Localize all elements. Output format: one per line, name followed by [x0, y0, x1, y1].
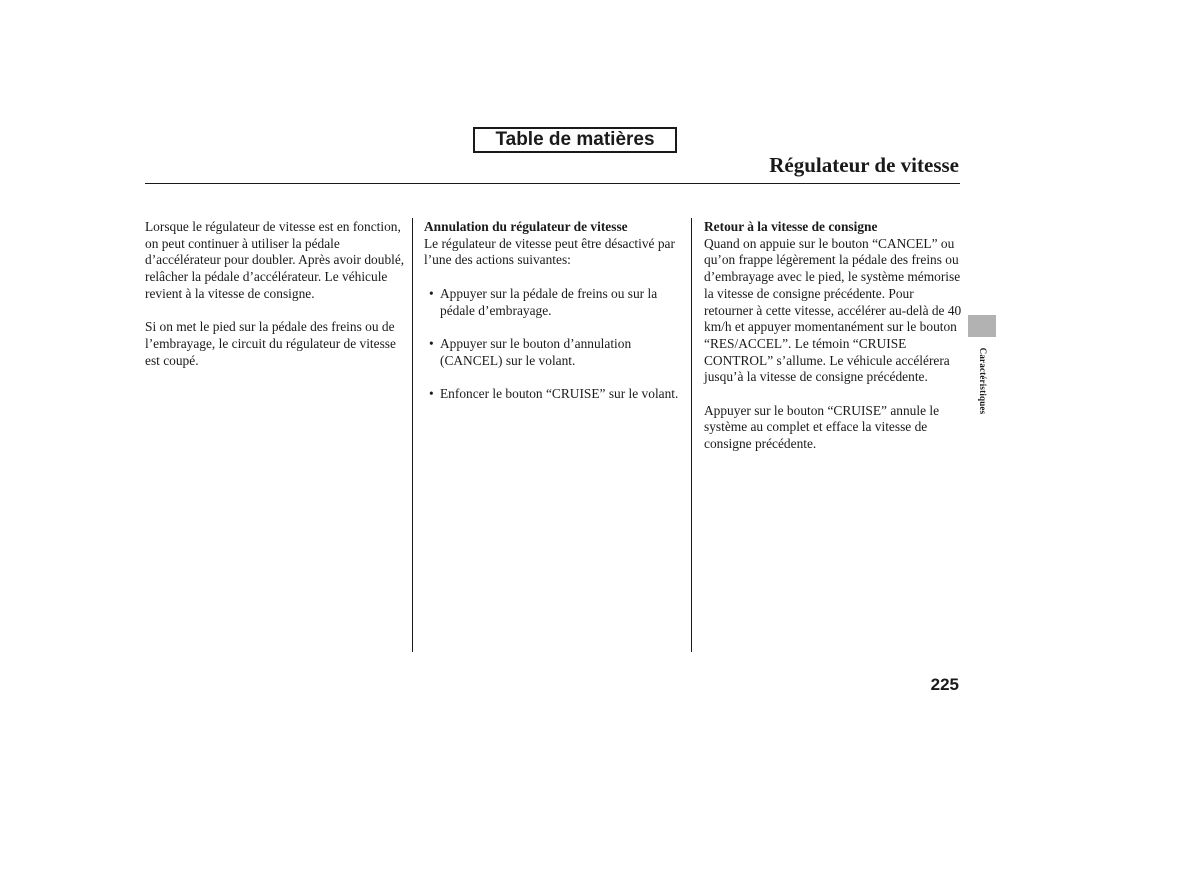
list-item-text: Appuyer sur le bouton d’annulation (CANCEL) sur le volant.	[440, 335, 632, 368]
table-of-contents-button[interactable]: Table de matières	[473, 127, 677, 153]
list-item	[424, 386, 686, 403]
column-1	[145, 219, 407, 386]
section-tab-label: Caractéristiques	[978, 347, 988, 415]
section-heading-resume: Retour à la vitesse de consigne	[704, 219, 878, 234]
list-item-text: Enfoncer le bouton “CRUISE” sur le volant.	[440, 385, 679, 401]
paragraph-brake-cutoff: Si on met le pied sur la pédale des freins ou de l’embrayage, le circuit du régulateur de vitesse est coupé.	[145, 319, 396, 368]
paragraph-overtaking: Lorsque le régulateur de vitesse est en fonction, on peut continuer à utiliser la pédale d’accélérateur pour doubler. Après avoir doublé, relâcher la pédale d’accélérateur. Le véhicule revient à la vitesse de consigne.	[145, 219, 405, 301]
column-3	[704, 219, 962, 470]
column-divider-1	[412, 218, 413, 652]
section-heading-cancel: Annulation du régulateur de vitesse	[424, 219, 628, 234]
section-tab-marker	[968, 315, 996, 337]
list-item	[424, 336, 686, 369]
bullet-icon: •	[429, 335, 434, 351]
page-number: 225	[930, 675, 959, 694]
cancel-actions-list	[424, 286, 686, 403]
header-divider	[145, 183, 960, 184]
column-2	[424, 219, 686, 419]
list-item	[424, 286, 686, 319]
bullet-icon: •	[429, 385, 434, 401]
paragraph-resume-speed: Quand on appuie sur le bouton “CANCEL” ou qu’on frappe légèrement la pédale des freins ou d’embrayage avec le pied, le système mémorise la vitesse de consigne précédente. Pour retourner à cette vitesse, accélérer au-delà de 40 km/h et appuyer momentanément sur le bouton “RES/ACCEL”. Le témoin “CRUISE CONTROL” s’allume. Le véhicule accélérera jusqu’à la vitesse de consigne précédente.	[704, 235, 962, 385]
paragraph-cancel-intro: Le régulateur de vitesse peut être désactivé par l’une des actions suivantes:	[424, 235, 675, 268]
list-item-text: Appuyer sur la pédale de freins ou sur la pédale d’embrayage.	[440, 285, 658, 318]
bullet-icon: •	[429, 285, 434, 301]
column-divider-2	[691, 218, 692, 652]
page-title: Régulateur de vitesse	[769, 153, 959, 177]
paragraph-cruise-off: Appuyer sur le bouton “CRUISE” annule le système au complet et efface la vitesse de consigne précédente.	[704, 402, 940, 452]
